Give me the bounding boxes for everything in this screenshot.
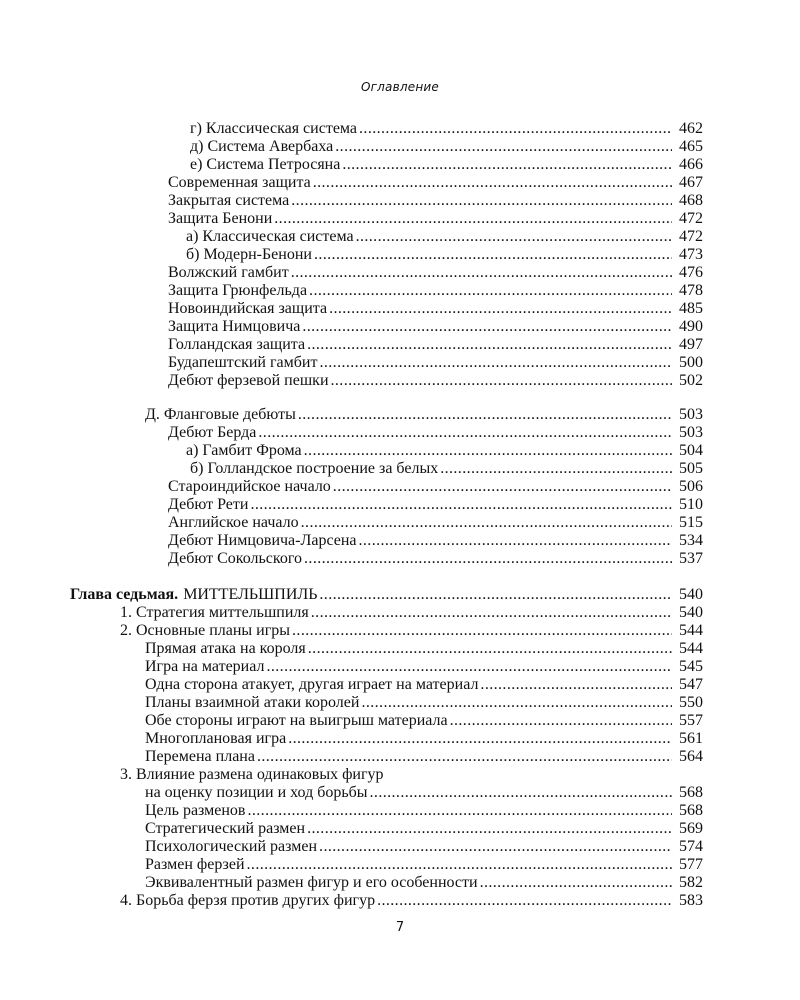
toc-entry-title (168, 514, 299, 532)
dot-leader (359, 120, 672, 138)
dot-leader (258, 424, 672, 442)
toc-page-number: 568 (679, 802, 703, 819)
toc-entry-text: Д. Фланговые дебюты (145, 406, 296, 423)
dot-leader (331, 372, 673, 390)
toc-page-number: 497 (679, 336, 703, 353)
toc-entry-text: Обе стороны играют на выигрыш материала (145, 712, 448, 729)
toc-entry (168, 264, 703, 282)
toc-entry-text: Современная защита (168, 174, 311, 191)
toc-entry-text: Стратегический размен (145, 820, 306, 837)
toc-entry (120, 766, 703, 784)
toc-entry-title (145, 676, 478, 694)
toc-entry-title (168, 174, 311, 192)
toc-entry (186, 228, 703, 246)
toc-entry-title (168, 336, 305, 354)
toc-entry-title (145, 694, 359, 712)
toc-entry (168, 354, 703, 372)
toc-entry-text: Игра на материал (145, 658, 265, 675)
dot-leader (257, 748, 672, 766)
toc-entry-title (120, 622, 290, 640)
dot-leader (291, 264, 672, 282)
toc-page-number: 540 (679, 604, 703, 621)
toc-entry-title (168, 354, 317, 372)
table-of-contents (0, 120, 800, 910)
toc-entry-title (145, 874, 478, 892)
toc-entry (168, 424, 703, 442)
toc-entry-title (145, 856, 245, 874)
dot-leader (274, 210, 672, 228)
toc-entry-title (190, 460, 438, 478)
toc-entry (168, 192, 703, 210)
toc-page-number: 510 (679, 496, 703, 513)
toc-page-number: 503 (679, 406, 703, 423)
dot-leader (329, 300, 672, 318)
dot-leader (298, 406, 672, 424)
toc-page-number: 537 (679, 550, 703, 567)
dot-leader (480, 676, 672, 694)
toc-entry-title (120, 892, 375, 910)
toc-entry-title (168, 282, 307, 300)
toc-entry (168, 372, 703, 390)
dot-leader (480, 874, 672, 892)
toc-entry-text: Психологический размен (145, 838, 318, 855)
toc-entry-text: Перемена плана (145, 748, 255, 765)
toc-entry (190, 138, 703, 156)
toc-entry-text: Многоплановая игра (145, 730, 287, 747)
toc-entry (186, 246, 703, 264)
toc-page-number: 468 (679, 192, 703, 209)
toc-entry-text: 1. Стратегия миттельшпиля (120, 604, 309, 621)
dot-leader (370, 784, 672, 802)
toc-entry-title (168, 264, 289, 282)
dot-leader (302, 318, 672, 336)
toc-entry-title (186, 442, 302, 460)
toc-page-number: 550 (679, 694, 703, 711)
toc-entry-text: а) Классическая система (186, 228, 354, 245)
toc-entry (145, 712, 703, 730)
dot-leader (342, 156, 672, 174)
dot-leader (247, 856, 672, 874)
toc-entry-text: Защита Нимцовича (168, 318, 301, 335)
toc-entry-title (168, 372, 329, 390)
dot-leader (361, 694, 672, 712)
toc-page-number: 574 (679, 838, 703, 855)
chapter-label: Глава седьмая. (70, 586, 179, 603)
toc-entry-title (145, 820, 305, 838)
toc-page-number: 502 (679, 372, 703, 389)
toc-entry (168, 174, 703, 192)
toc-page-number: 534 (679, 532, 703, 549)
toc-entry-text: МИТТЕЛЬШПИЛЬ (183, 586, 318, 603)
toc-entry (186, 442, 703, 460)
toc-entry (168, 210, 703, 228)
toc-page-number: 583 (679, 892, 703, 909)
toc-entry (168, 496, 703, 514)
toc-entry-text: Планы взаимной атаки королей (145, 694, 360, 711)
toc-page-number: 503 (679, 424, 703, 441)
toc-entry-title (168, 210, 272, 228)
toc-entry-title (145, 658, 264, 676)
toc-entry (168, 282, 703, 300)
dot-leader (450, 712, 672, 730)
toc-entry-text: 3. Влияние размена одинаковых фигур (120, 766, 384, 783)
toc-page-number: 568 (679, 784, 703, 801)
toc-entry (70, 586, 703, 604)
dot-leader (304, 442, 672, 460)
toc-entry-text: Защита Бенони (168, 210, 273, 227)
toc-entry-text: 2. Основные планы игры (120, 622, 291, 639)
toc-page-number: 473 (679, 246, 703, 263)
toc-entry-text: а) Гамбит Фрома (186, 442, 302, 459)
dot-leader (266, 658, 672, 676)
toc-entry-text: Прямая атака на короля (145, 640, 306, 657)
dot-leader (288, 730, 672, 748)
toc-entry (145, 838, 703, 856)
toc-entry-text: Дебют Берда (168, 424, 257, 441)
dot-leader (307, 820, 672, 838)
toc-page-number: 557 (679, 712, 703, 729)
toc-entry-title (145, 748, 255, 766)
toc-page-number: 569 (679, 820, 703, 837)
toc-entry-title (168, 550, 302, 568)
toc-entry-title (145, 712, 448, 730)
toc-entry (190, 120, 703, 138)
toc-page-number: 472 (679, 210, 703, 227)
toc-page-number: 462 (679, 120, 703, 137)
dot-leader (250, 496, 672, 514)
toc-entry-title (168, 192, 289, 210)
dot-leader (308, 640, 672, 658)
dot-leader (292, 622, 672, 640)
toc-entry-text: е) Система Петросяна (190, 156, 341, 173)
toc-entry-text: Одна сторона атакует, другая играет на материал (145, 676, 479, 693)
toc-entry-text: Размен ферзей (145, 856, 245, 873)
toc-entry (145, 874, 703, 892)
toc-page-number: 506 (679, 478, 703, 495)
toc-entry-text: на оценку позиции и ход борьбы (145, 784, 368, 801)
dot-leader (247, 802, 672, 820)
toc-entry-text: 4. Борьба ферзя против других фигур (120, 892, 376, 909)
toc-entry-title (190, 138, 333, 156)
toc-entry-text: Дебют Рети (168, 496, 249, 513)
toc-entry-title (190, 156, 340, 174)
toc-page-number: 582 (679, 874, 703, 891)
toc-entry-title (168, 532, 357, 550)
toc-entry (145, 406, 703, 424)
toc-page-number: 504 (679, 442, 703, 459)
toc-entry (120, 622, 703, 640)
toc-entry (168, 514, 703, 532)
dot-leader (335, 138, 672, 156)
dot-leader (440, 460, 672, 478)
toc-page-number: 478 (679, 282, 703, 299)
toc-page-number: 545 (679, 658, 703, 675)
toc-entry (145, 694, 703, 712)
toc-entry (145, 658, 703, 676)
toc-entry-text: Дебют Сокольского (168, 550, 303, 567)
dot-leader (311, 604, 672, 622)
toc-entry-title (120, 604, 309, 622)
toc-page-number: 472 (679, 228, 703, 245)
toc-entry (145, 676, 703, 694)
toc-entry-text: г) Классическая система (190, 120, 358, 137)
toc-entry (145, 856, 703, 874)
toc-entry-text: Английское начало (168, 514, 299, 531)
toc-entry-text: д) Система Авербаха (190, 138, 334, 155)
toc-entry-title (186, 228, 354, 246)
dot-leader (314, 246, 672, 264)
toc-entry (120, 892, 703, 910)
toc-entry (120, 604, 703, 622)
toc-page-number: 544 (679, 622, 703, 639)
toc-entry-text: б) Модерн-Бенони (186, 246, 312, 263)
toc-entry-title (120, 766, 384, 784)
toc-entry-text: Цель разменов (145, 802, 246, 819)
dot-leader (291, 192, 672, 210)
dot-leader (359, 532, 673, 550)
toc-entry-text: Эквивалентный размен фигур и его особенности (145, 874, 478, 891)
toc-entry-title (168, 318, 300, 336)
dot-leader (356, 228, 672, 246)
toc-page-number: 490 (679, 318, 703, 335)
toc-entry-text: Закрытая система (168, 192, 290, 209)
toc-entry (145, 802, 703, 820)
page-number: 7 (395, 920, 405, 935)
toc-entry (168, 318, 703, 336)
toc-entry-title (145, 838, 317, 856)
toc-entry-title (70, 586, 317, 604)
dot-leader (333, 478, 672, 496)
toc-page-number: 500 (679, 354, 703, 371)
toc-entry-title (145, 640, 306, 658)
toc-page-number: 485 (679, 300, 703, 317)
toc-page-number: 505 (679, 460, 703, 477)
toc-page-number: 465 (679, 138, 703, 155)
toc-entry-title (145, 730, 286, 748)
toc-entry (190, 460, 703, 478)
toc-entry (190, 156, 703, 174)
dot-leader (319, 354, 672, 372)
toc-entry-text: Новоиндийская защита (168, 300, 328, 317)
toc-page-number: 564 (679, 748, 703, 765)
toc-entry-text: Будапештский гамбит (168, 354, 318, 371)
toc-page-number: 515 (679, 514, 703, 531)
dot-leader (319, 838, 672, 856)
toc-page-number: 577 (679, 856, 703, 873)
toc-entry-title (168, 300, 327, 318)
dot-leader (377, 892, 672, 910)
toc-entry-text: Дебют Нимцовича-Ларсена (168, 532, 357, 549)
toc-entry (168, 532, 703, 550)
toc-entry-title (145, 406, 296, 424)
toc-entry-title (186, 246, 312, 264)
toc-entry (145, 784, 703, 802)
dot-leader (301, 514, 672, 532)
toc-entry-text: Дебют ферзевой пешки (168, 372, 329, 389)
toc-entry (168, 550, 703, 568)
toc-entry-text: Голландская защита (168, 336, 306, 353)
toc-entry-title (145, 802, 245, 820)
dot-leader (319, 586, 672, 604)
dot-leader (307, 336, 672, 354)
toc-page-number: 476 (679, 264, 703, 281)
dot-leader (309, 282, 672, 300)
toc-page-number: 547 (679, 676, 703, 693)
dot-leader (313, 174, 672, 192)
toc-entry-text: Староиндийское начало (168, 478, 331, 495)
toc-entry (145, 730, 703, 748)
toc-entry-text: Волжский гамбит (168, 264, 289, 281)
toc-entry-title (145, 784, 368, 802)
running-head: Оглавление (361, 80, 439, 94)
dot-leader (304, 550, 672, 568)
toc-entry-title (168, 424, 256, 442)
toc-entry-title (190, 120, 357, 138)
toc-page-number: 561 (679, 730, 703, 747)
toc-entry (168, 300, 703, 318)
toc-page-number: 540 (679, 586, 703, 603)
toc-entry (168, 336, 703, 354)
toc-entry-title (168, 496, 248, 514)
toc-page-number: 466 (679, 156, 703, 173)
toc-page-number: 544 (679, 640, 703, 657)
toc-entry (145, 640, 703, 658)
toc-entry-title (168, 478, 331, 496)
toc-entry (145, 820, 703, 838)
toc-entry-text: Защита Грюнфельда (168, 282, 308, 299)
toc-page-number: 467 (679, 174, 703, 191)
toc-entry (145, 748, 703, 766)
toc-entry (168, 478, 703, 496)
toc-entry-text: б) Голландское построение за белых (190, 460, 439, 477)
